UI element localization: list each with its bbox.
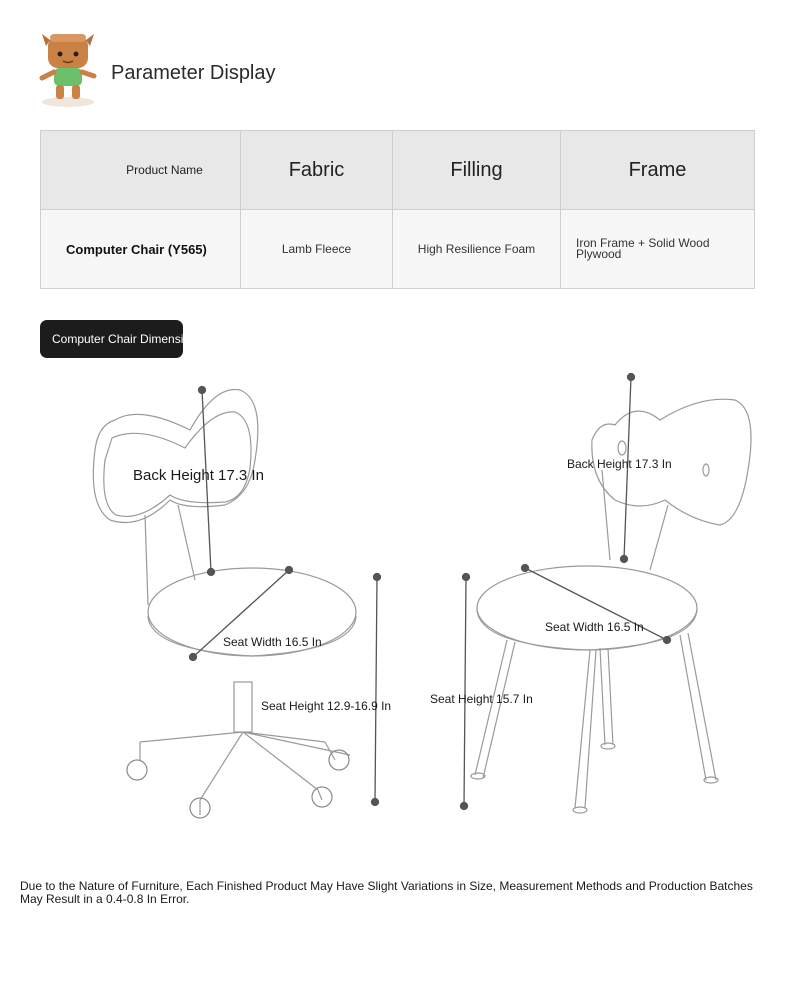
header-filling: Filling [450, 158, 503, 181]
cell-fabric: Lamb Fleece [241, 210, 393, 289]
header-cell [41, 131, 241, 210]
left-seat-height-label: Seat Height 12.9-16.9 In [261, 699, 392, 713]
cell-frame: Iron Frame + Solid Wood Plywood [561, 210, 755, 289]
header-frame: Frame [628, 158, 687, 181]
right-back-height-label: Back Height 17.3 In [567, 457, 672, 471]
header-cell [561, 131, 755, 210]
left-back-height-label: Back Height 17.3 In [133, 467, 264, 484]
dimensions-tag: Computer Chair Dimensi [40, 320, 183, 358]
header-cell [393, 131, 561, 210]
cell-filling: High Resilience Foam [393, 210, 561, 289]
parameter-table [40, 130, 755, 289]
chair-dimension-drawing [0, 360, 790, 830]
page-header [36, 30, 276, 110]
header-cell [241, 131, 393, 210]
disclaimer-note: Due to the Nature of Furniture, Each Finished Product May Have Slight Variations in Size, Measurement Methods and Production Batches May Result in a 0.4-0.8 In Error. [20, 879, 753, 906]
table-row [41, 210, 755, 289]
left-seat-width-label: Seat Width 16.5 In [223, 635, 322, 649]
left-chair-illustration [93, 390, 356, 816]
header-product-name: Product Name [126, 163, 203, 177]
page-title: Parameter Display [111, 62, 276, 84]
mascot-icon [36, 30, 100, 108]
right-seat-height-label: Seat Height 15.7 In [430, 692, 533, 706]
table-header-row [41, 131, 755, 210]
header-fabric: Fabric [288, 158, 345, 181]
left-seat-height-line [375, 577, 377, 802]
cell-product-name: Computer Chair (Y565) [41, 210, 241, 289]
right-seat-width-label: Seat Width 16.5 In [545, 620, 644, 634]
